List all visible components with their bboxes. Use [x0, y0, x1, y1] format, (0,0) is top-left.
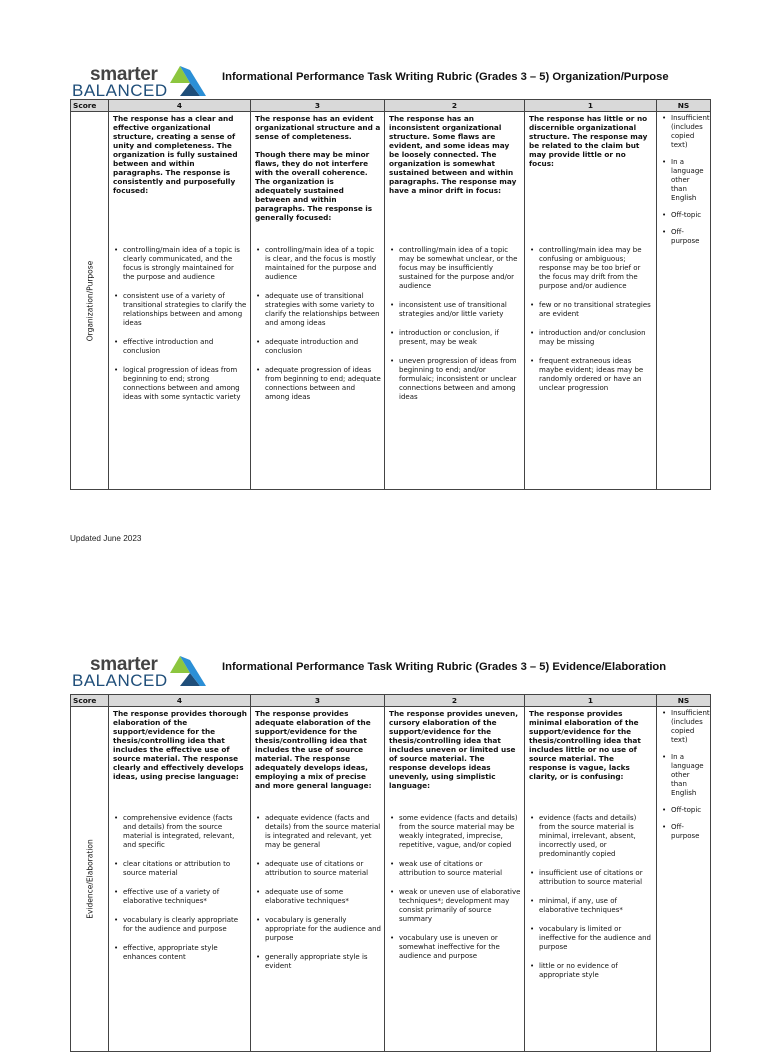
description-text: The response has an evident organizational structure and a sense of completeness. — [255, 114, 381, 141]
header-ns: NS — [657, 695, 711, 707]
row-label: Organization/Purpose — [85, 260, 94, 341]
cell-description — [529, 709, 653, 814]
list-item: • Off-purpose — [661, 823, 707, 841]
cell-score-1 — [525, 707, 657, 1052]
table-header-row — [71, 100, 711, 112]
list-item: • adequate progression of ideas from beginning to end; adequate connections between and among ideas — [255, 366, 381, 402]
list-item: • weak use of citations or attribution to source material — [389, 860, 521, 878]
list-item: • insufficient use of citations or attribution to source material — [529, 869, 653, 887]
ns-list — [661, 114, 710, 246]
list-item: • few or no transitional strategies are evident — [529, 301, 653, 319]
list-item: • adequate use of citations or attribution to source material — [255, 860, 381, 878]
list-item: • vocabulary is generally appropriate for the audience and purpose — [255, 916, 381, 943]
header-score-1: 1 — [525, 695, 657, 707]
description-text: The response has an inconsistent organizational structure. Some flaws are evident, and some ideas may be loosely connected. The organization is somewhat sustained between and within paragraphs. The response may have a minor drift in focus: — [389, 114, 517, 195]
cell-ns — [657, 707, 711, 1052]
list-item: • clear citations or attribution to source material — [113, 860, 247, 878]
rubric-table — [70, 99, 711, 490]
criteria-list — [389, 246, 521, 402]
cell-score-2 — [385, 707, 525, 1052]
list-item: • controlling/main idea of a topic may be somewhat unclear, or the focus may be insufficiently sustained for the purpose and/or audience — [389, 246, 521, 291]
description-text: Though there may be minor flaws, they do not interfere with the overall coherence. The organization is adequately sustained between and within paragraphs. The response is generally focused: — [255, 150, 373, 222]
header-score-3: 3 — [251, 695, 385, 707]
list-item: • adequate use of some elaborative techniques* — [255, 888, 381, 906]
description-text: The response provides adequate elaboration of the support/evidence for the thesis/controlling idea that includes the use of source material. The response adequately develops ideas, employing a mix of precise and more general language: — [255, 709, 372, 790]
row-label-cell — [71, 112, 109, 490]
list-item: • generally appropriate style is evident — [255, 953, 381, 971]
logo-text-balanced: BALANCED — [72, 81, 168, 100]
list-item: • little or no evidence of appropriate style — [529, 962, 653, 980]
page-title: Informational Performance Task Writing Rubric (Grades 3 – 5) Evidence/Elaboration — [222, 661, 667, 673]
list-item: • comprehensive evidence (facts and details) from the source material is integrated, relevant, and specific — [113, 814, 247, 850]
ns-list — [661, 709, 710, 841]
logo-triangle-icon — [170, 656, 206, 686]
header-score-3: 3 — [251, 100, 385, 112]
table-header-row — [71, 695, 711, 707]
criteria-list — [255, 814, 381, 971]
list-item: • weak or uneven use of elaborative techniques*; development may consist primarily of source summary — [389, 888, 521, 924]
description-text: The response provides minimal elaboration of the support/evidence for the thesis/controlling idea that includes little or no use of source material. The response is vague, lacks clarity, or is confusing: — [529, 709, 641, 781]
list-item: • Insufficient (includes copied text) — [661, 114, 707, 150]
criteria-list — [529, 246, 653, 393]
page-title: Informational Performance Task Writing Rubric (Grades 3 – 5) Organization/Purpose — [222, 71, 669, 83]
smarter-balanced-logo — [70, 64, 210, 100]
header-score: Score — [71, 695, 109, 707]
list-item: • controlling/main idea may be confusing or ambiguous; response may be too brief or the focus may drift from the purpose and/or audience — [529, 246, 653, 291]
list-item: • effective, appropriate style enhances content — [113, 944, 247, 962]
criteria-list — [389, 814, 521, 961]
list-item: • Off-topic — [661, 806, 707, 815]
cell-score-4 — [109, 112, 251, 490]
header-score-4: 4 — [109, 695, 251, 707]
header-score: Score — [71, 100, 109, 112]
list-item: • Insufficient (includes copied text) — [661, 709, 707, 745]
logo-text-smarter: smarter — [90, 654, 158, 675]
cell-description — [113, 114, 247, 246]
cell-score-4 — [109, 707, 251, 1052]
list-item: • minimal, if any, use of elaborative techniques* — [529, 897, 653, 915]
header-score-2: 2 — [385, 695, 525, 707]
list-item: • In a language other than English — [661, 753, 707, 798]
criteria-list — [255, 246, 381, 402]
list-item: • evidence (facts and details) from the source material is minimal, irrelevant, absent, incorrectly used, or predominantly copied — [529, 814, 653, 859]
updated-date: Updated June 2023 — [70, 534, 142, 543]
row-label: Evidence/Elaboration — [85, 839, 94, 919]
cell-score-3 — [251, 112, 385, 490]
list-item: • frequent extraneous ideas maybe evident; ideas may be randomly ordered or have an unclear progression — [529, 357, 653, 393]
table-row — [71, 707, 711, 1052]
criteria-list — [113, 814, 247, 962]
cell-description — [255, 709, 381, 814]
list-item: • introduction and/or conclusion may be missing — [529, 329, 653, 347]
cell-description — [255, 114, 381, 246]
cell-description — [389, 709, 521, 814]
rubric-table — [70, 694, 711, 1052]
smarter-balanced-logo — [70, 654, 210, 690]
list-item: • vocabulary is clearly appropriate for the audience and purpose — [113, 916, 247, 934]
page-header — [70, 654, 710, 690]
criteria-list — [113, 246, 247, 402]
list-item: • Off-purpose — [661, 228, 707, 246]
list-item: • vocabulary is limited or ineffective for the audience and purpose — [529, 925, 653, 952]
list-item: • introduction or conclusion, if present, may be weak — [389, 329, 521, 347]
table-row — [71, 112, 711, 490]
cell-score-1 — [525, 112, 657, 490]
list-item: • effective use of a variety of elaborative techniques* — [113, 888, 247, 906]
cell-description — [389, 114, 521, 246]
page-header — [70, 64, 710, 100]
list-item: • In a language other than English — [661, 158, 707, 203]
logo-triangle-icon — [170, 66, 206, 96]
list-item: • vocabulary use is uneven or somewhat ineffective for the audience and purpose — [389, 934, 521, 961]
cell-score-2 — [385, 112, 525, 490]
header-score-2: 2 — [385, 100, 525, 112]
description-text: The response provides uneven, cursory elaboration of the support/evidence for the thesis/controlling idea that includes uneven or limited use of source material. The response develops ideas unevenly, using simplistic language: — [389, 709, 518, 790]
list-item: • consistent use of a variety of transitional strategies to clarify the relationships between and among ideas — [113, 292, 247, 328]
list-item: • inconsistent use of transitional strategies and/or little variety — [389, 301, 521, 319]
logo-text-smarter: smarter — [90, 64, 158, 85]
list-item: • uneven progression of ideas from beginning to end; and/or formulaic; inconsistent or unclear connections between and among ideas — [389, 357, 521, 402]
cell-score-3 — [251, 707, 385, 1052]
list-item: • adequate use of transitional strategies with some variety to clarify the relationships between and among ideas — [255, 292, 381, 328]
list-item: • adequate evidence (facts and details) from the source material is integrated and relevant, yet may be general — [255, 814, 381, 850]
list-item: • logical progression of ideas from beginning to end; strong connections between and among ideas with some syntactic variety — [113, 366, 247, 402]
description-text: The response has little or no discernible organizational structure. The response may be related to the claim but may provide little or no focus: — [529, 114, 648, 168]
row-label-cell — [71, 707, 109, 1052]
header-ns: NS — [657, 100, 711, 112]
criteria-list — [529, 814, 653, 980]
cell-description — [529, 114, 653, 246]
cell-description — [113, 709, 247, 814]
header-score-4: 4 — [109, 100, 251, 112]
list-item: • Off-topic — [661, 211, 707, 220]
description-text: The response provides thorough elaboration of the support/evidence for the thesis/controlling idea that includes the effective use of source material. The response clearly and effectively develops ideas, using precise language: — [113, 709, 247, 781]
list-item: • some evidence (facts and details) from the source material may be weakly integrated, imprecise, repetitive, vague, and/or copied — [389, 814, 521, 850]
list-item: • adequate introduction and conclusion — [255, 338, 381, 356]
description-text: The response has a clear and effective organizational structure, creating a sense of unity and completeness. The organization is fully sustained between and within paragraphs. The response is consistently and purposefully focused: — [113, 114, 238, 195]
cell-ns — [657, 112, 711, 490]
list-item: • controlling/main idea of a topic is clear, and the focus is mostly maintained for the purpose and audience — [255, 246, 381, 282]
logo-text-balanced: BALANCED — [72, 671, 168, 690]
list-item: • effective introduction and conclusion — [113, 338, 247, 356]
header-score-1: 1 — [525, 100, 657, 112]
list-item: • controlling/main idea of a topic is clearly communicated, and the focus is strongly maintained for the purpose and audience — [113, 246, 247, 282]
